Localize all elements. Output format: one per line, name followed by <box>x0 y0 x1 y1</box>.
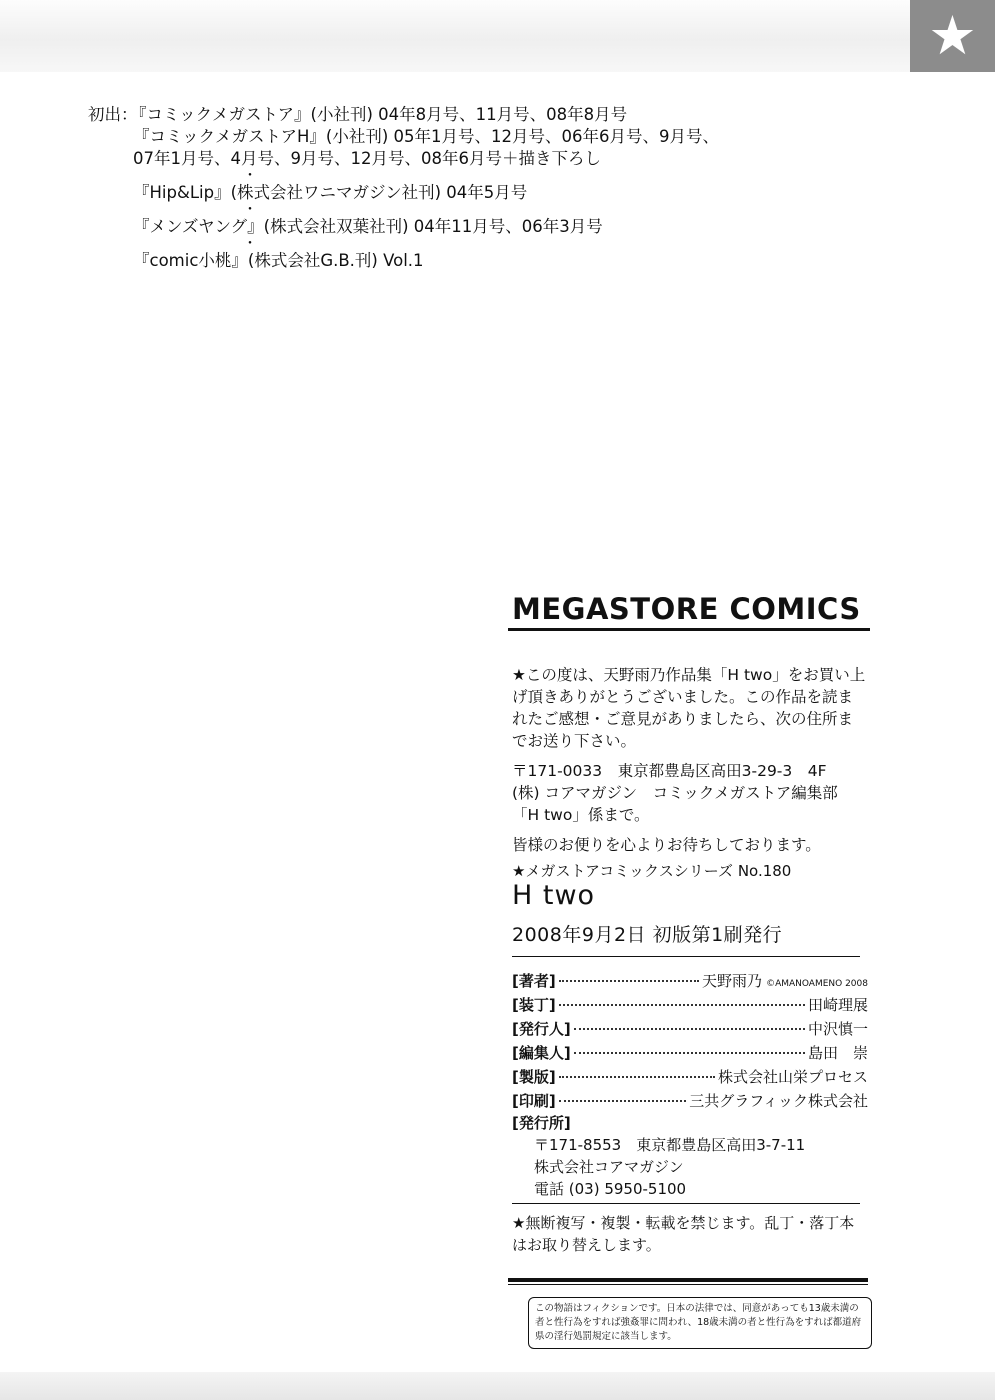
credit-role: [発行人] <box>512 1020 571 1038</box>
thin-rule <box>508 1284 868 1285</box>
publisher-company: 株式会社コアマガジン <box>534 1158 684 1176</box>
first-published-entry: 『comic小桃』(株式会社G.B.刊) Vol.1 <box>133 251 424 270</box>
credit-name: 株式会社山栄プロセス <box>717 1068 868 1086</box>
credit-role: [編集人] <box>512 1044 571 1062</box>
credit-design <box>512 994 868 1018</box>
closing-text: 皆様のお便りを心よりお待ちしております。 <box>512 836 821 854</box>
dot-leader <box>574 1052 805 1054</box>
credit-role: [著者] <box>512 972 556 990</box>
brand-logo: MEGASTORE COMICS <box>512 592 861 626</box>
separator-dot: ・ <box>243 168 257 184</box>
first-published-entry: 『コミックメガストアH』(小社刊) 05年1月号、12月号、06年6月号、9月号、 <box>133 127 720 146</box>
header-band <box>0 0 910 72</box>
credit-name: 中沢慎一 <box>807 1020 868 1038</box>
copy-notice: ★無断複写・複製・転載を禁じます。乱丁・落丁本はお取り替えします。 <box>512 1214 855 1254</box>
credit-editor <box>512 1042 868 1066</box>
dot-leader <box>574 1028 805 1030</box>
credit-name: 三共グラフィック株式会社 <box>689 1092 868 1110</box>
publisher-info <box>512 1112 868 1200</box>
address-line: (株) コアマガジン コミックメガストア編集部 <box>512 784 838 802</box>
corner-star-box <box>910 0 995 72</box>
star-icon: ★ <box>928 4 977 67</box>
publisher-phone: 電話 (03) 5950-5100 <box>534 1180 687 1198</box>
first-published-list <box>88 104 719 272</box>
credit-name: 田崎理展 <box>807 996 868 1014</box>
thanks-text: ★この度は、天野雨乃作品集「H two」をお買い上げ頂きありがとうございました。この作品を読まれたご感想・ご意見がありましたら、次の住所までお送り下さい。 <box>512 666 866 750</box>
credits-list <box>512 970 868 1114</box>
legal-notice-box: この物語はフィクションです。日本の法律では、同意があっても13歳未満の者と性行為をすれば強姦罪に問われ、18歳未満の者と性行為をすれば都道府県の淫行処罰規定に該当します。 <box>528 1297 872 1349</box>
dot-leader <box>559 1076 715 1078</box>
footer-band <box>0 1372 995 1400</box>
credit-printing <box>512 1090 868 1114</box>
dot-leader <box>559 1004 805 1006</box>
book-title: H two <box>512 880 596 911</box>
series-label: ★メガストアコミックスシリーズ No.180 <box>512 862 792 880</box>
credit-author <box>512 970 868 994</box>
first-published-row <box>88 104 719 126</box>
credit-name: 島田 崇 <box>807 1044 868 1062</box>
divider <box>512 956 860 957</box>
divider <box>512 1203 860 1204</box>
release-date: 2008年9月2日 初版第1刷発行 <box>512 924 783 946</box>
first-published-entry: 07年1月号、4月号、9月号、12月号、08年6月号＋描き下ろし <box>133 149 601 168</box>
first-published-label: 初出： <box>88 105 138 124</box>
publisher-role: [発行所] <box>512 1114 571 1132</box>
credit-role: [印刷] <box>512 1092 556 1110</box>
credit-role: [装丁] <box>512 996 556 1014</box>
first-published-entry: 『Hip&Lip』(株式会社ワニマガジン社刊) 04年5月号 <box>133 183 528 202</box>
dot-leader <box>559 980 699 982</box>
separator-dot: ・ <box>243 202 257 218</box>
credit-publisher-person <box>512 1018 868 1042</box>
first-published-entry: 『メンズヤング』(株式会社双葉社刊) 04年11月号、06年3月号 <box>133 217 603 236</box>
credit-role: [製版] <box>512 1068 556 1086</box>
address-line: 「H two」係まで。 <box>512 806 650 824</box>
brand-underline <box>508 628 870 631</box>
thick-rule <box>508 1278 868 1282</box>
address-line: 〒171-0033 東京都豊島区高田3-29-3 4F <box>512 762 827 780</box>
credit-plate-making <box>512 1066 868 1090</box>
reader-message <box>512 664 868 856</box>
credit-name: 天野雨乃 <box>702 972 763 990</box>
separator-dot: ・ <box>243 236 257 252</box>
dot-leader <box>559 1100 686 1102</box>
copyright-mark: ©AMANOAMENO 2008 <box>766 979 868 989</box>
first-published-entry: 『コミックメガストア』(小社刊) 04年8月号、11月号、08年8月号 <box>130 105 628 124</box>
publisher-address: 〒171-8553 東京都豊島区高田3-7-11 <box>534 1136 806 1154</box>
